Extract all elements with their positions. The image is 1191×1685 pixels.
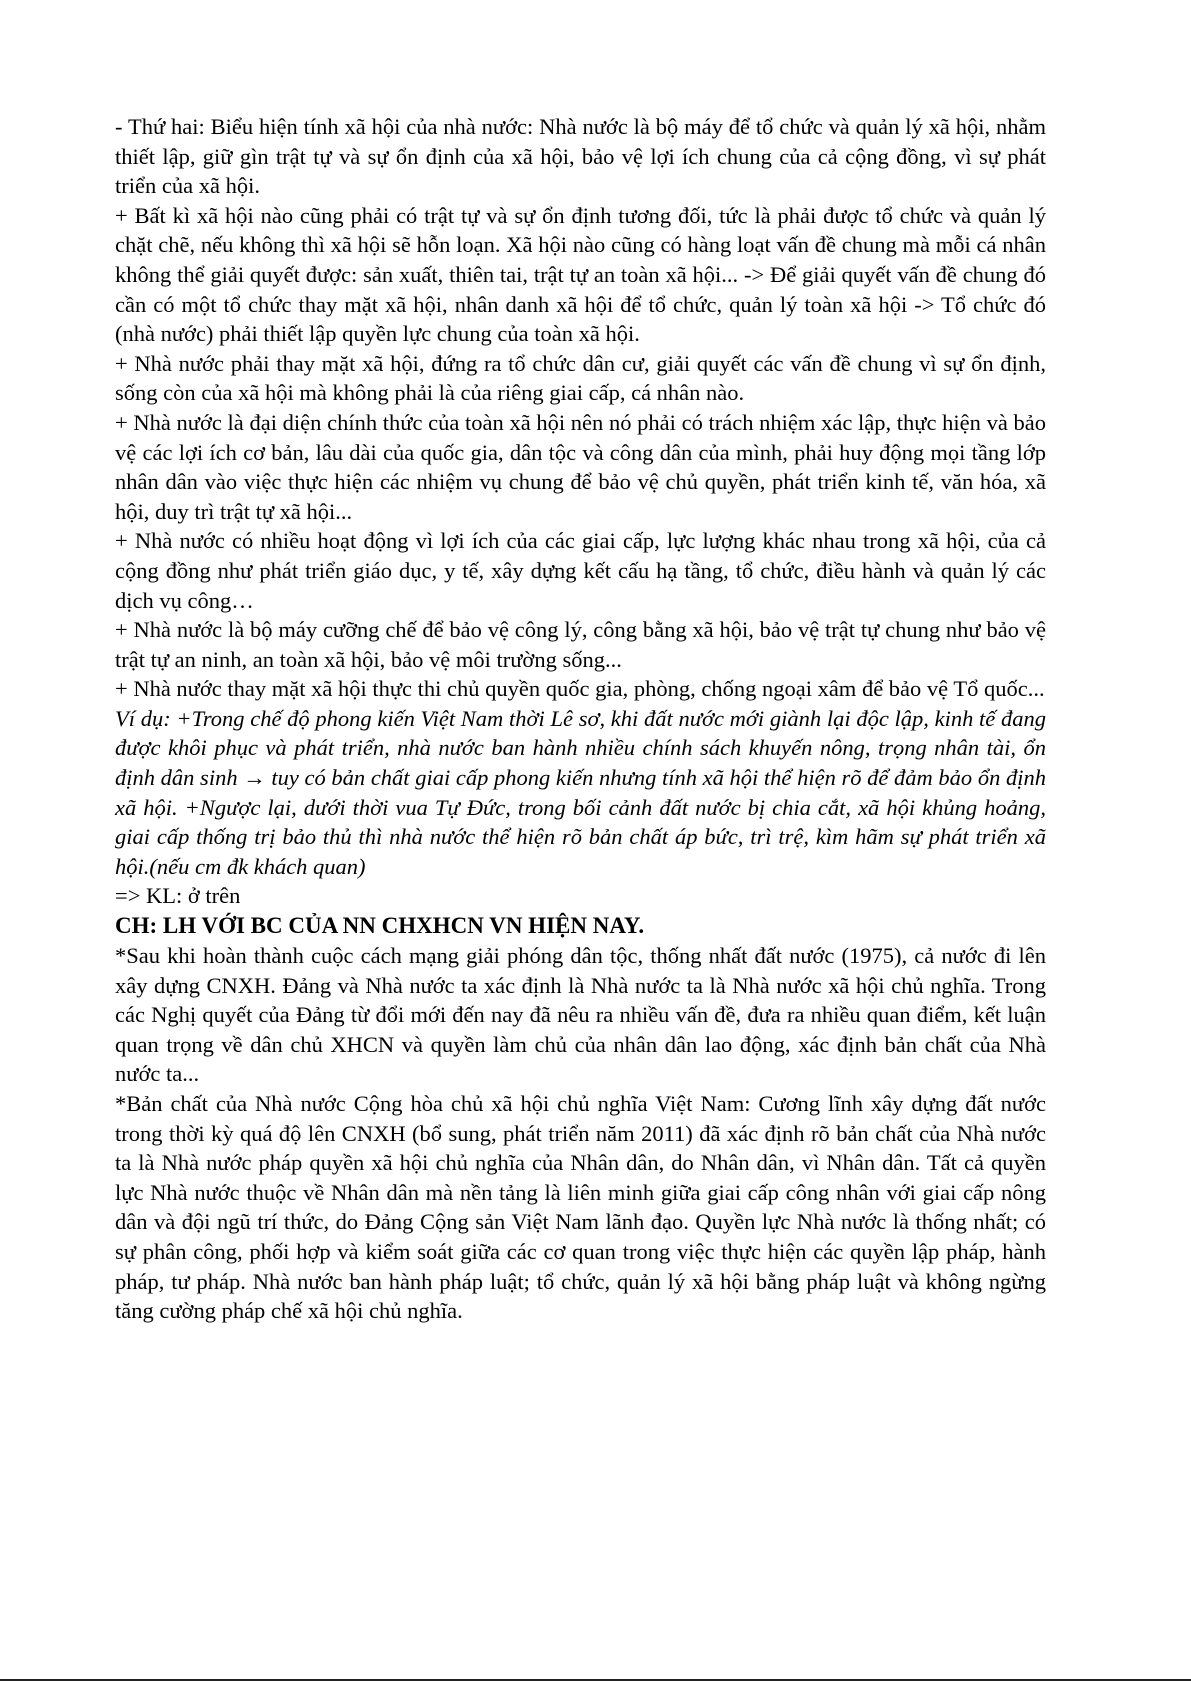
paragraph-order-stability: + Bất kì xã hội nào cũng phải có trật tự và sự ổn định tương đối, tức là phải được tổ chức và quản lý chặt chẽ, nếu không thì xã hội sẽ hỗn loạn. Xã hội nào cũng có hàng loạt vấn đề chung mà mỗi cá nhân không thể giải quyết được: sản xuất, thiên tai, trật tự an toàn xã hội... -> Để giải quyết vấn đề chung đó cần có một tổ chức thay mặt xã hội, nhân danh xã hội để tổ chức, quản lý toàn xã hội -> Tổ chức đó (nhà nước) phải thiết lập quyền lực chung của toàn xã hội.	[115, 202, 1046, 347]
paragraph-official-representative: + Nhà nước là đại diện chính thức của toàn xã hội nên nó phải có trách nhiệm xác lập, thực hiện và bảo vệ các lợi ích cơ bản, lâu dài của quốc gia, dân tộc và công dân của mình, phải huy động mọi tầng lớp nhân dân vào việc thực hiện các nhiệm vụ chung để bảo vệ chủ quyền, phát triển kinh tế, văn hóa, xã hội, duy trì trật tự xã hội...	[115, 409, 1046, 524]
paragraph-public-activities: + Nhà nước có nhiều hoạt động vì lợi ích của các giai cấp, lực lượng khác nhau trong xã hội, của cả cộng đồng như phát triển giáo dục, y tế, xây dựng kết cấu hạ tầng, tổ chức, điều hành và quản lý các dịch vụ công…	[115, 528, 1046, 613]
paragraph-represent-society: + Nhà nước phải thay mặt xã hội, đứng ra tổ chức dân cư, giải quyết các vấn đề chung vì sự ổn định, sống còn của xã hội mà không phải là của riêng giai cấp, cá nhân nào.	[115, 350, 1046, 406]
paragraph-after-1975: *Sau khi hoàn thành cuộc cách mạng giải phóng dân tộc, thống nhất đất nước (1975), cả nước đi lên xây dựng CNXH. Đảng và Nhà nước ta xác định là Nhà nước ta là Nhà nước xã hội chủ nghĩa. Trong các Nghị quyết của Đảng từ đổi mới đến nay đã nêu ra nhiều vấn đề, đưa ra nhiều quan điểm, kết luận quan trọng về dân chủ XHCN và quyền làm chủ của nhân dân lao động, xác định bản chất của Nhà nước ta...	[115, 943, 1046, 1087]
section-heading: CH: LH VỚI BC CỦA NN CHXHCN VN HIỆN NAY.	[115, 913, 645, 939]
conclusion-line: => KL: ở trên	[115, 883, 241, 909]
page-bottom-rule	[0, 1679, 1191, 1681]
document-page	[115, 112, 1046, 1326]
paragraph-coercive-apparatus: + Nhà nước là bộ máy cưỡng chế để bảo vệ công lý, công bằng xã hội, bảo vệ trật tự chung như bảo vệ trật tự an ninh, an toàn xã hội, bảo vệ môi trường sống...	[115, 617, 1046, 672]
paragraph-state-nature: *Bản chất của Nhà nước Cộng hòa chủ xã hội chủ nghĩa Việt Nam: Cương lĩnh xây dựng đất nước trong thời kỳ quá độ lên CNXH (bổ sung, phát triển năm 2011) đã xác định rõ bản chất của Nhà nước ta là Nhà nước pháp quyền xã hội chủ nghĩa của Nhân dân, do Nhân dân, vì Nhân dân. Tất cả quyền lực Nhà nước thuộc về Nhân dân mà nền tảng là liên minh giữa giai cấp công nhân với giai cấp nông dân và đội ngũ trí thức, do Đảng Cộng sản Việt Nam lãnh đạo. Quyền lực Nhà nước là thống nhất; có sự phân công, phối hợp và kiểm soát giữa các cơ quan trong việc thực hiện các quyền lập pháp, hành pháp, tư pháp. Nhà nước ban hành pháp luật; tổ chức, quản lý xã hội bằng pháp luật và không ngừng tăng cường pháp chế xã hội chủ nghĩa.	[115, 1091, 1046, 1324]
paragraph-sovereignty: + Nhà nước thay mặt xã hội thực thi chủ quyền quốc gia, phòng, chống ngoại xâm để bảo vệ Tổ quốc...	[115, 676, 1045, 702]
example-paragraph: Ví dụ: +Trong chế độ phong kiến Việt Nam thời Lê sơ, khi đất nước mới giành lại độc lập, kinh tế đang được khôi phục và phát triển, nhà nước ban hành nhiều chính sách khuyến nông, trọng nhân tài, ổn định dân sinh → tuy có bản chất giai cấp phong kiến nhưng tính xã hội thể hiện rõ để đảm bảo ổn định xã hội. +Ngược lại, dưới thời vua Tự Đức, trong bối cảnh đất nước bị chia cắt, xã hội khủng hoảng, giai cấp thống trị bảo thủ thì nhà nước thể hiện rõ bản chất áp bức, trì trệ, kìm hãm sự phát triển xã hội.(nếu cm đk khách quan)	[115, 705, 1046, 879]
paragraph-social-nature: - Thứ hai: Biểu hiện tính xã hội của nhà nước: Nhà nước là bộ máy để tổ chức và quản lý xã hội, nhằm thiết lập, giữ gìn trật tự và sự ổn định của xã hội, bảo vệ lợi ích chung của cả cộng đồng, vì sự phát triển của xã hội.	[115, 114, 1046, 199]
